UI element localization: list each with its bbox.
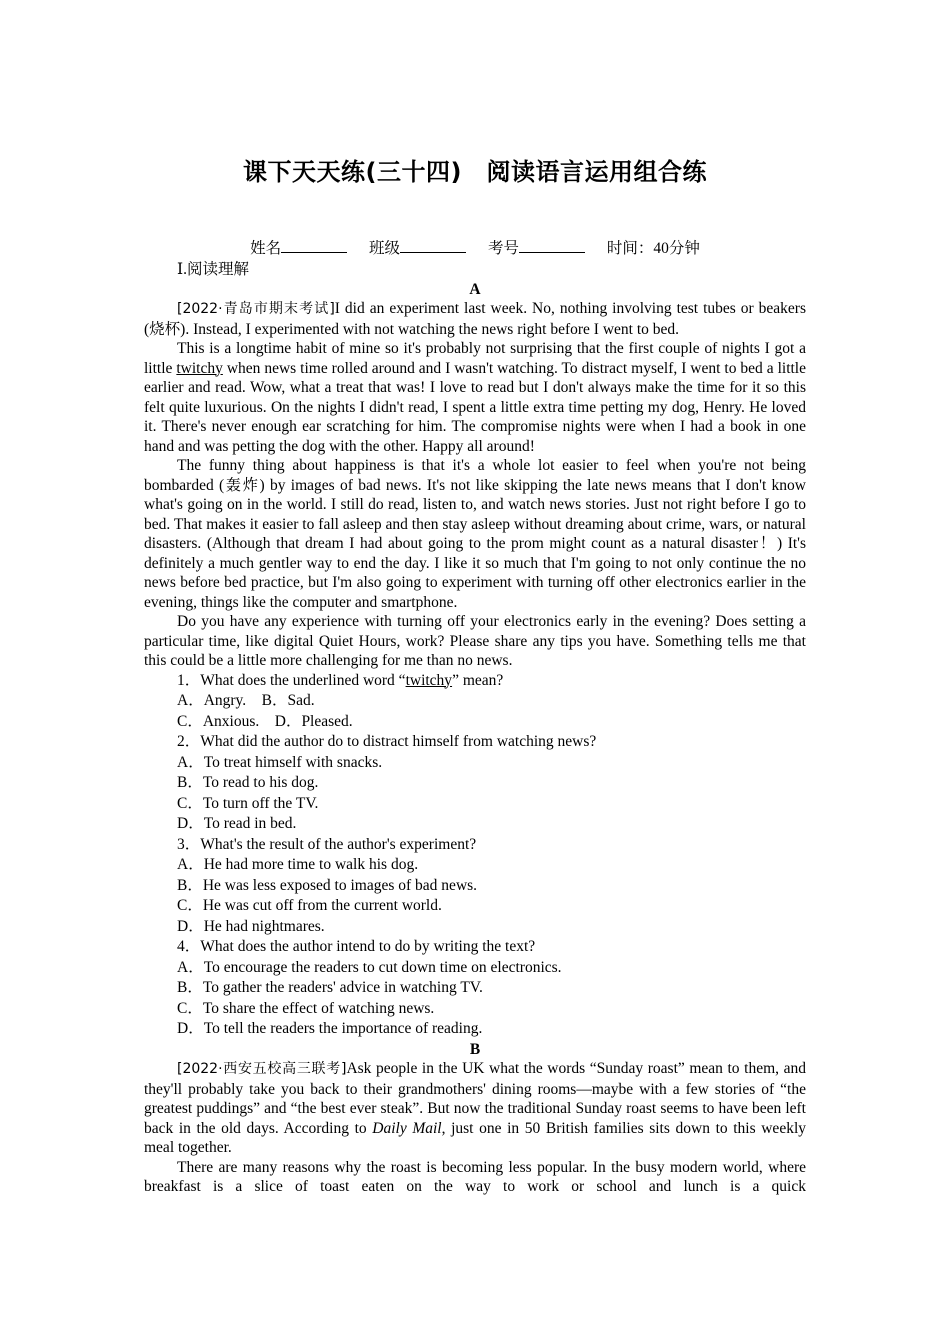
underlined-word: twitchy bbox=[176, 359, 223, 377]
question-1-underlined-word: twitchy bbox=[405, 671, 453, 689]
passage-a-label: A bbox=[469, 280, 481, 298]
question-1: 1．What does the underlined word “twitchy” mean? bbox=[177, 671, 504, 689]
question-4-option-b: B．To gather the readers' advice in watching TV. bbox=[177, 979, 483, 996]
question-1-options-cd: C．Anxious. D．Pleased. bbox=[177, 712, 353, 730]
id-blank[interactable] bbox=[519, 238, 585, 253]
passage-a-paragraph-4: Do you have any experience with turning off your electronics early in the evening? Does setting a particular time, like digital Quiet Hours, work? Please share any tips you have. Something tells me that this could be a little more challenging for me than no news. bbox=[144, 613, 806, 669]
question-3: 3．What's the result of the author's experiment? bbox=[177, 835, 477, 853]
class-label: 班级 bbox=[369, 240, 401, 257]
question-3-option-c: C．He was cut off from the current world. bbox=[177, 897, 442, 914]
class-blank[interactable] bbox=[400, 238, 466, 253]
question-3-option-a: A．He had more time to walk his dog. bbox=[177, 856, 419, 873]
id-label: 考号 bbox=[487, 240, 519, 257]
document-body bbox=[144, 260, 806, 1197]
question-4: 4．What does the author intend to do by writing the text? bbox=[177, 938, 536, 955]
passage-a-paragraph-1: [2022·青岛市期末考试]I did an experiment last week. No, nothing involving test tubes or beakers (烧杯). Instead, I experimented with not watching the news right before I went to bed. bbox=[144, 300, 806, 338]
question-2-option-d: D．To read in bed. bbox=[177, 815, 297, 832]
question-3-option-b: B．He was less exposed to images of bad news. bbox=[177, 876, 478, 894]
passage-a-source: [2022·青岛市期末考试] bbox=[177, 301, 335, 317]
passage-b-source: [2022·西安五校高三联考] bbox=[177, 1061, 347, 1077]
question-2-option-a: A．To treat himself with snacks. bbox=[177, 753, 383, 771]
student-info-line bbox=[144, 238, 806, 259]
question-2-option-b: B．To read to his dog. bbox=[177, 774, 319, 791]
question-4-option-c: C．To share the effect of watching news. bbox=[177, 999, 435, 1017]
name-label: 姓名 bbox=[250, 240, 282, 257]
publication-name: Daily Mail bbox=[372, 1119, 442, 1137]
passage-b-label: B bbox=[469, 1040, 481, 1058]
name-blank[interactable] bbox=[281, 238, 347, 253]
passage-a-paragraph-3: The funny thing about happiness is that it's a whole lot easier to feel when you're not being bombarded (轰炸) by images of bad news. It's not like skipping the late news means that I don't know what's going on in the world. I still do read, listen to, and watch news stories. Just not right before I go to bed. That makes it easier to fall asleep and then stay asleep without dreaming about crime, wars, or natural disasters. (Although that dream I had about going to the prom might count as a natural disaster！) It's definitely a much gentler way to end the day. I like it so much that I'm going to not only continue the no news before bed practice, but I'm also going to experiment with turning off other electronics earlier in the evening, things like the computer and smartphone. bbox=[144, 457, 806, 611]
question-4-option-a: A．To encourage the readers to cut down time on electronics. bbox=[177, 958, 562, 976]
question-3-option-d: D．He had nightmares. bbox=[177, 917, 325, 935]
passage-b-paragraph-2: There are many reasons why the roast is becoming less popular. In the busy modern world, where breakfast is a slice of toast eaten on the way to work or school and lunch is a quick bbox=[144, 1158, 806, 1195]
question-4-option-d: D．To tell the readers the importance of reading. bbox=[177, 1020, 483, 1037]
question-1-options-ab: A．Angry. B．Sad. bbox=[177, 692, 315, 709]
time-label: 时间：40分钟 bbox=[606, 240, 700, 257]
section-heading: Ⅰ.阅读理解 bbox=[177, 261, 249, 278]
question-2-option-c: C．To turn off the TV. bbox=[177, 794, 319, 812]
page-title: 课下天天练(三十四) 阅读语言运用组合练 bbox=[243, 158, 707, 186]
passage-a-paragraph-2: This is a longtime habit of mine so it's probably not surprising that the first couple of nights I got a little twitchy when news time rolled around and I wasn't watching. To distract myself, I went to bed a little earlier and read. Wow, what a treat that was! I love to read but I don't always make the time for it so this felt quite luxurious. On the nights I didn't read, I spent a little extra time petting my dog, Henry. He loved it. There's never enough ear scratching for him. The compromise nights were when I had a book in one hand and was petting the dog with the other. Happy all around! bbox=[144, 340, 806, 455]
passage-b-paragraph-1: [2022·西安五校高三联考]Ask people in the UK what the words “Sunday roast” mean to them, and they'll probably take you back to their grandmothers' dining rooms—maybe with a few stories of “the greatest puddings” and “the best ever steak”. But now the traditional Sunday roast seems to have been left back in the old days. According to Daily Mail, just one in 50 British families sits down to this weekly meal together. bbox=[144, 1060, 806, 1156]
question-2: 2．What did the author do to distract himself from watching news? bbox=[177, 733, 597, 750]
